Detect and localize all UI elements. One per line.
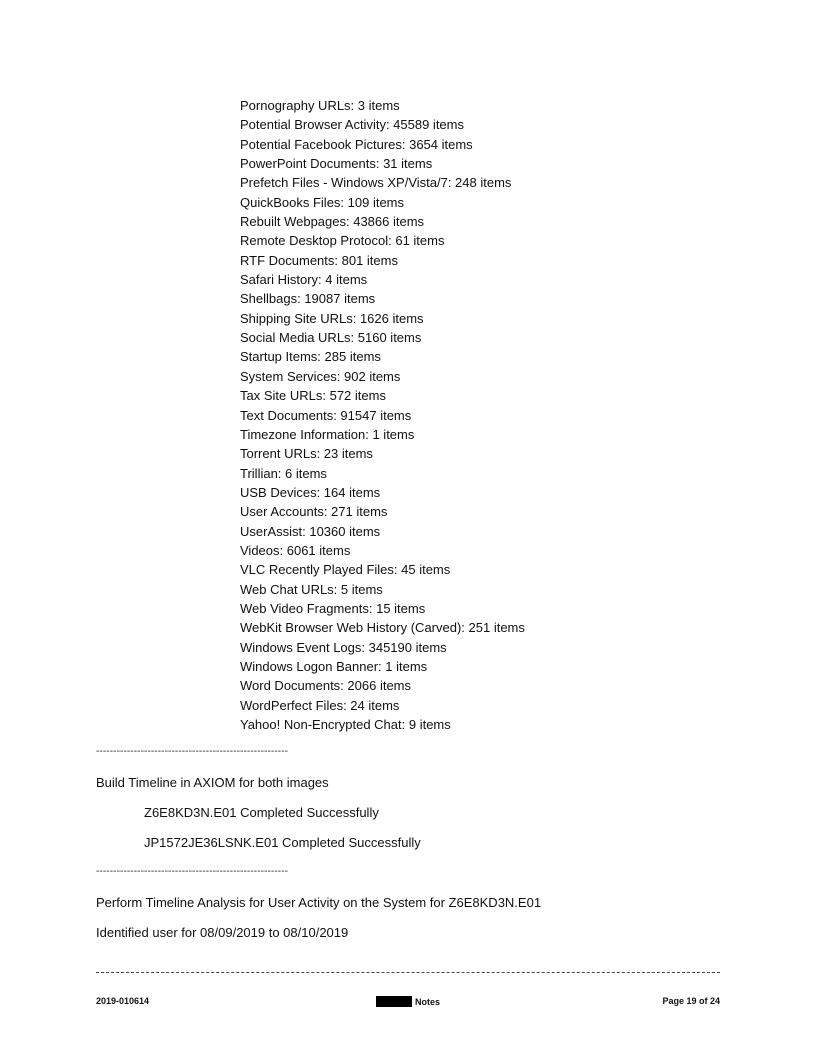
artifact-list-item: Shellbags: 19087 items	[240, 291, 376, 307]
artifact-list-item: Trillian: 6 items	[240, 465, 327, 481]
timeline-result: Z6E8KD3N.E01 Completed Successfully	[144, 805, 379, 820]
artifact-list-item: QuickBooks Files: 109 items	[240, 194, 405, 210]
section-divider: --------------------------------------------------------	[96, 746, 289, 757]
artifact-list-item: Torrent URLs: 23 items	[240, 446, 373, 462]
artifact-list-item: Startup Items: 285 items	[240, 349, 381, 365]
artifact-list-item: VLC Recently Played Files: 45 items	[240, 562, 451, 578]
timeline-heading: Build Timeline in AXIOM for both images	[96, 775, 329, 790]
artifact-list-item: Web Video Fragments: 15 items	[240, 600, 426, 616]
footer-case-number: 2019-010614	[96, 996, 150, 1006]
artifact-list-item: Shipping Site URLs: 1626 items	[240, 310, 424, 326]
artifact-list-item: Word Documents: 2066 items	[240, 678, 411, 694]
artifact-list-item: Potential Facebook Pictures: 3654 items	[240, 136, 473, 152]
artifact-list-item: Web Chat URLs: 5 items	[240, 581, 383, 597]
artifact-list-item: USB Devices: 164 items	[240, 484, 381, 500]
artifact-list-item: Videos: 6061 items	[240, 542, 351, 558]
artifact-list-item: Yahoo! Non-Encrypted Chat: 9 items	[240, 717, 451, 732]
artifact-list-item: Windows Event Logs: 345190 items	[240, 639, 447, 655]
artifact-list-item: WordPerfect Files: 24 items	[240, 697, 400, 713]
artifact-list-item: Text Documents: 91547 items	[240, 407, 412, 423]
footer-rule	[96, 972, 720, 973]
artifact-list-item: System Services: 902 items	[240, 368, 401, 384]
footer-page-number: Page 19 of 24	[662, 996, 720, 1006]
analysis-heading: Perform Timeline Analysis for User Activity on the System for Z6E8KD3N.E01	[96, 895, 542, 910]
footer-section	[376, 996, 440, 1007]
artifact-list-item: Rebuilt Webpages: 43866 items	[240, 214, 425, 230]
identified-user-text: Identified user for 08/09/2019 to 08/10/2019	[96, 925, 349, 940]
artifact-list-item: Pornography URLs: 3 items	[240, 98, 400, 113]
artifact-list-item: Prefetch Files - Windows XP/Vista/7: 248 items	[240, 175, 512, 191]
timeline-result: JP1572JE36LSNK.E01 Completed Successfully	[144, 835, 421, 850]
artifact-list-item: UserAssist: 10360 items	[240, 523, 381, 539]
artifact-list-item: PowerPoint Documents: 31 items	[240, 156, 433, 172]
redaction-block	[376, 996, 412, 1007]
artifact-list-item: User Accounts: 271 items	[240, 504, 388, 520]
artifact-list-item: Potential Browser Activity: 45589 items	[240, 117, 464, 133]
artifact-list-item: Timezone Information: 1 items	[240, 426, 415, 442]
artifact-list-item: Tax Site URLs: 572 items	[240, 388, 386, 404]
artifact-list-item: Windows Logon Banner: 1 items	[240, 658, 428, 674]
section-divider: --------------------------------------------------------	[96, 866, 289, 877]
footer-section-label: Notes	[415, 996, 441, 1007]
artifact-list-item: RTF Documents: 801 items	[240, 252, 398, 268]
artifact-list-item: Remote Desktop Protocol: 61 items	[240, 233, 445, 249]
artifact-list-item: WebKit Browser Web History (Carved): 251 items	[240, 620, 525, 636]
artifact-list-item: Safari History: 4 items	[240, 272, 368, 288]
artifact-list-item: Social Media URLs: 5160 items	[240, 330, 422, 346]
artifact-item-list	[240, 96, 720, 734]
